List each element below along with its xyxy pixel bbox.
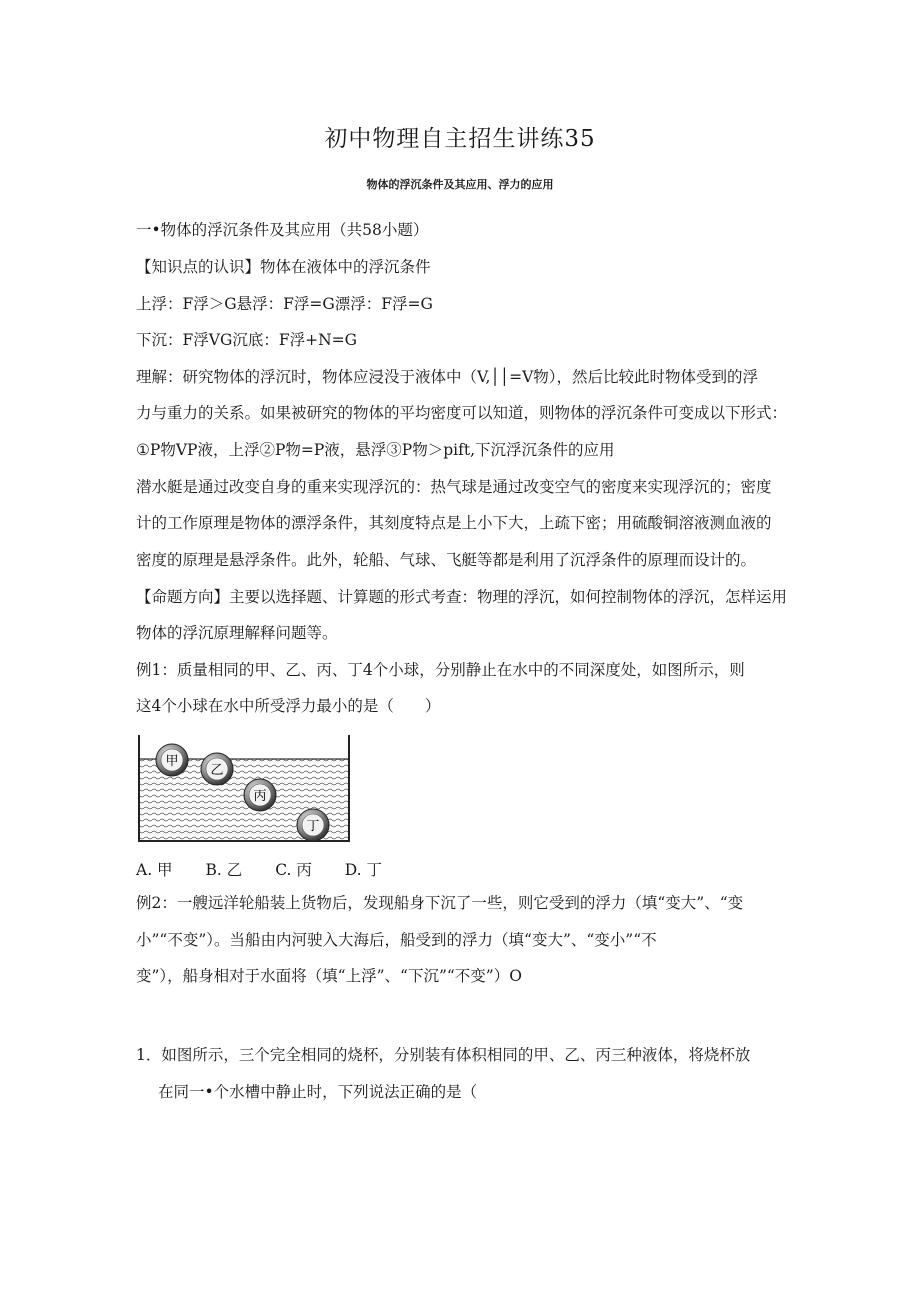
- direction-line-1: 【命题方向】主要以选择题、计算题的形式考查：物理的浮沉，如何控制物体的浮沉，怎样运用: [136, 588, 788, 606]
- application-line-1: 潜水艇是通过改变自身的重来实现浮沉的：热气球是通过改变空气的密度来实现浮沉的；密度: [136, 478, 772, 496]
- application-line-3: 密度的原理是悬浮条件。此外，轮船、气球、飞艇等都是利用了沉浮条件的原理而设计的。: [136, 551, 757, 569]
- understanding-line-1: 理解：研究物体的浮沉时，物体应浸没于液体中（V,││=V物），然后比较此时物体受到的浮: [136, 368, 759, 386]
- condition-line-1: 上浮：F浮＞G悬浮：F浮=G漂浮：F浮=G: [136, 295, 433, 313]
- example2-line-3: 变”），船身相对于水面将（填“上浮”、“下沉”“不变”）O: [136, 967, 522, 985]
- choice-d: D. 丁: [344, 861, 383, 879]
- condition-line-2: 下沉：F浮VG沉底：F浮+N=G: [136, 331, 358, 349]
- example2-line-1: 例2：一艘远洋轮船装上货物后，发现船身下沉了一些，则它受到的浮力（填“变大”、“变: [136, 894, 744, 912]
- page-title: 初中物理自主招生讲练35: [324, 126, 596, 152]
- example2-line-2: 小”“不变”）。当船由内河驶入大海后，船受到的浮力（填“变大”、“变小”“不: [136, 931, 657, 949]
- ball-yi-label: 乙: [210, 763, 224, 778]
- balls-in-water-figure: [136, 733, 352, 845]
- ball-jia: [156, 744, 188, 776]
- knowledge-label: 【知识点的认识】物体在液体中的浮沉条件: [136, 258, 431, 276]
- question1-line-2: 在同一•个水槽中静止时，下列说法正确的是（: [158, 1083, 478, 1101]
- choice-a: A. 甲: [136, 861, 173, 879]
- ball-ding-label: 丁: [306, 819, 320, 834]
- section-heading: 一•物体的浮沉条件及其应用（共58小题）: [136, 221, 429, 239]
- ball-yi: [201, 753, 233, 785]
- choice-b: B. 乙: [205, 861, 243, 879]
- ball-bing: [244, 779, 276, 811]
- understanding-line-3: ①P物VP液，上浮②P物=P液，悬浮③P物＞pift,下沉浮沉条件的应用: [136, 441, 615, 459]
- example1-line-2: 这4个小球在水中所受浮力最小的是（ ）: [136, 697, 441, 715]
- example1-line-1: 例1：质量相同的甲、乙、丙、丁4个小球，分别静止在水中的不同深度处，如图所示，则: [136, 661, 745, 679]
- answer-choices: [136, 858, 410, 880]
- ball-jia-label: 甲: [165, 754, 179, 769]
- question1-line-1: 1．如图所示，三个完全相同的烧杯，分别装有体积相同的甲、乙、丙三种液体，将烧杯放: [136, 1046, 751, 1064]
- ball-bing-label: 丙: [253, 789, 267, 804]
- application-line-2: 计的工作原理是物体的漂浮条件，其刻度特点是上小下大，上疏下密；用硫酸铜溶液测血液的: [136, 514, 772, 532]
- ball-ding: [297, 809, 329, 841]
- understanding-line-2: 力与重力的关系。如果被研究的物体的平均密度可以知道，则物体的浮沉条件可变成以下形式：: [136, 404, 788, 422]
- page-subtitle: 物体的浮沉条件及其应用、浮力的应用: [366, 178, 554, 191]
- direction-line-2: 物体的浮沉原理解释问题等。: [136, 624, 338, 642]
- choice-c: C. 丙: [275, 861, 312, 879]
